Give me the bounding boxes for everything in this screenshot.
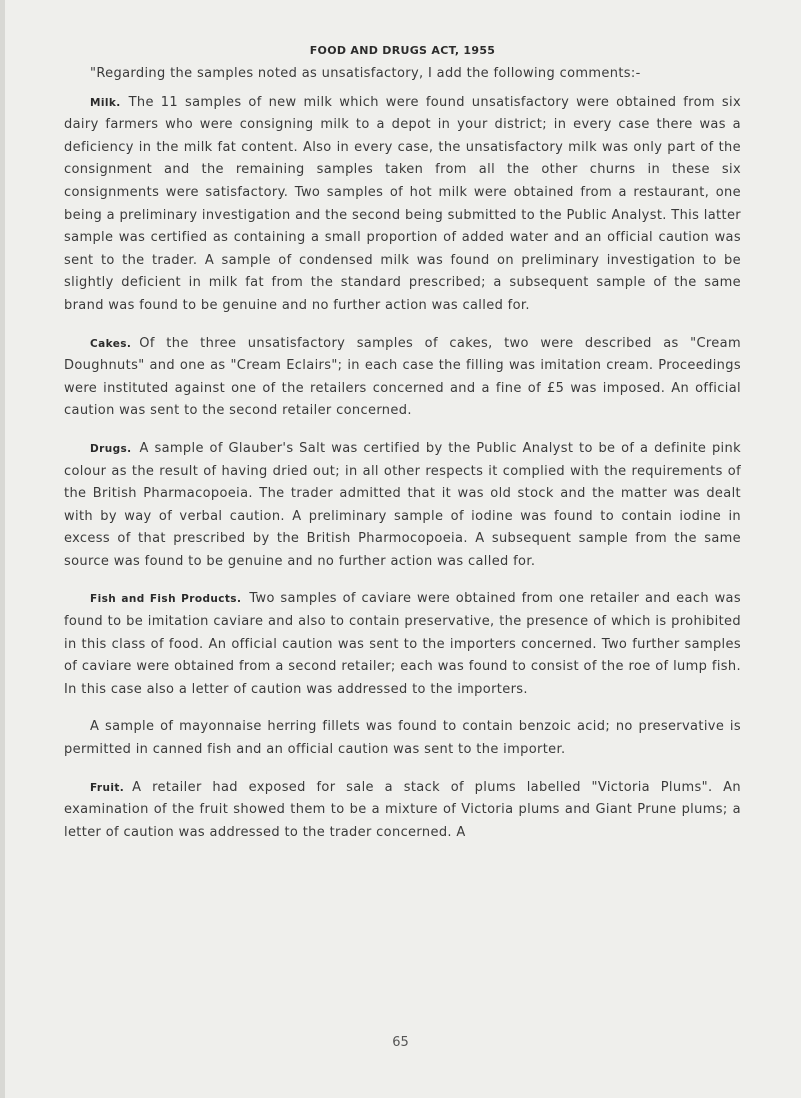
paragraph-fruit [64, 777, 741, 845]
paragraph-cakes [64, 333, 741, 423]
paragraph-drugs [64, 438, 741, 574]
paragraph-drugs-text: A sample of Glauber's Salt was certified by the Public Analyst to be of a definite pink colour as the result of having dried out; in all other respects it complied with the requirements of the British Pharmacopoeia. The trader admitted that it was old stock and the matter was dealt with by way of verbal caution. A preliminary sample of iodine was found to contain iodine in excess of that prescribed by the British Pharmocopoeia. A subsequent sample from the same source was found to be genuine and no further action was called for. [64, 440, 741, 569]
page-heading: FOOD AND DRUGS ACT, 1955 [309, 44, 496, 57]
section-lead-cakes: Cakes. [90, 337, 132, 350]
paragraph-milk [64, 92, 741, 318]
paragraph-cakes-text: Of the three unsatisfactory samples of cakes, two were described as "Cream Doughnuts" and one as "Cream Eclairs"; in each case the filling was imitation cream. Proceedings were instituted against one of the retailers concerned and a fine of £5 was imposed. An official caution was sent to the second retailer concerned. [64, 335, 741, 419]
page-number: 65 [392, 1035, 409, 1050]
paragraph-milk-text: The 11 samples of new milk which were found unsatisfactory were obtained from six dairy farmers who were consigning milk to a depot in your district; in every case there was a deficiency in the milk fat content. Also in every case, the unsatisfactory milk was only part of the consignment and the remaining samples taken from all the other churns in these six consignments were satisfactory. Two samples of hot milk were obtained from a restaurant, one being a preliminary investigation and the second being submitted to the Public Analyst. This latter sample was certified as containing a small proportion of added water and an official caution was sent to the trader. A sample of condensed milk was found on preliminary investigation to be slightly deficient in milk fat from the standard prescribed; a subsequent sample of the same brand was found to be genuine and no further action was called for. [64, 94, 741, 313]
paragraph-fish-text: Two samples of caviare were obtained from one retailer and each was found to be imitation caviare and also to contain preservative, the presence of which is prohibited in this class of food. An official caution was sent to the importers concerned. Two further samples of caviare were obtained from a second retailer; each was found to consist of the roe of lump fish. In this case also a letter of caution was addressed to the importers. [64, 591, 741, 697]
section-lead-milk: Milk. [90, 96, 121, 109]
paragraph-mayonnaise: A sample of mayonnaise herring fillets was found to contain benzoic acid; no preservative is permitted in canned fish and an official caution was sent to the importer. [64, 719, 741, 758]
section-lead-fruit: Fruit. [90, 781, 125, 794]
section-lead-drugs: Drugs. [90, 442, 132, 455]
paragraph-fruit-text: A retailer had exposed for sale a stack of plums labelled "Victoria Plums". An examination of the fruit showed them to be a mixture of Victoria plums and Giant Prune plums; a letter of caution was addressed to the trader concerned. A [64, 779, 741, 840]
paragraph-fish [64, 588, 741, 701]
section-lead-fish: Fish and Fish Products. [90, 593, 242, 606]
intro-paragraph: "Regarding the samples noted as unsatisfactory, I add the following comments:- [90, 66, 641, 81]
